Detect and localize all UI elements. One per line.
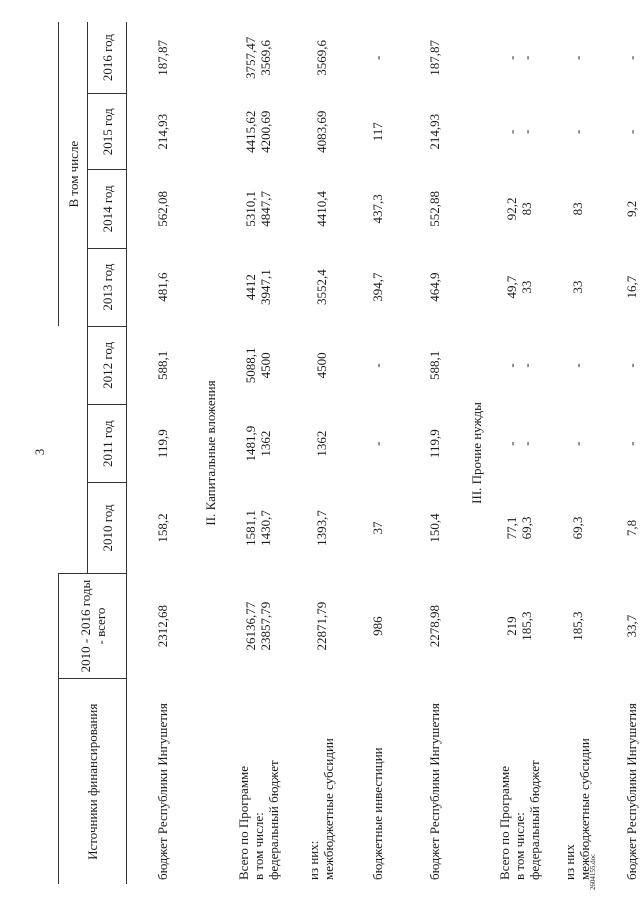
row-total: 22871,79: [313, 601, 329, 651]
value-line: 4500: [258, 352, 273, 379]
cell-2012: 4500: [313, 352, 329, 379]
cell-2010: [223, 483, 293, 573]
header-source: Источники финансирования: [59, 679, 127, 884]
cell-2011: [223, 405, 293, 483]
section-heading: [463, 22, 489, 884]
section-heading: [197, 22, 223, 884]
cell-2010: 7,8: [623, 519, 639, 537]
row-source: бюджет Республики Ингушетия: [623, 703, 639, 880]
source-line: федеральный бюджет: [265, 760, 281, 880]
cell-2014: 437,3: [369, 194, 385, 224]
source-line: Всего по Программе: [235, 765, 251, 880]
cell-2014: 562,08: [154, 191, 170, 227]
source-line: из них: [562, 844, 577, 880]
header-year-2015: 2015 год: [88, 94, 127, 170]
cell-2012: -: [369, 363, 385, 368]
value-line: -: [519, 441, 534, 446]
cell-2016: [223, 22, 293, 94]
value-line: 4847,7: [258, 191, 273, 227]
cell-2012: -: [623, 363, 639, 368]
value-line: 1430,7: [258, 510, 273, 546]
financing-table: [58, 22, 640, 884]
cell-2015: [223, 94, 293, 170]
header-row-1: [59, 22, 88, 884]
value-line: -: [504, 55, 519, 61]
section-title-capital: II. Капитальные вложения: [202, 380, 218, 526]
table-row: [293, 22, 349, 884]
cell-2016: -: [369, 55, 385, 61]
cell-2015: -: [569, 129, 585, 134]
cell-2014: [223, 170, 293, 248]
cell-2010: 69,3: [569, 516, 585, 540]
value-line: 3757,47: [243, 36, 258, 79]
cell-2012: -: [569, 363, 585, 368]
cell-2016: 3569,6: [313, 40, 329, 76]
cell-2014: 9,2: [623, 200, 639, 218]
page-number: 3: [32, 448, 47, 456]
cell-2016: [489, 22, 549, 94]
cell-2011: -: [623, 441, 639, 446]
value-line: -: [519, 55, 534, 61]
cell-2012: [223, 326, 293, 404]
row-total: 185,3: [569, 611, 585, 641]
value-line: 69,3: [519, 516, 534, 540]
row-total: [489, 573, 549, 679]
value-line: 3947,1: [258, 269, 273, 306]
value-line: 1581,1: [243, 510, 258, 546]
value-line: -: [504, 441, 519, 446]
table-row: [605, 22, 640, 884]
total-line: 219: [504, 616, 519, 636]
cell-2011: -: [369, 441, 385, 446]
value-line: 33: [519, 280, 534, 294]
row-source: [223, 679, 293, 884]
header-year-2010: 2010 год: [88, 483, 127, 573]
cell-2012: 588,1: [154, 350, 170, 381]
rotated-table-wrapper: [58, 22, 639, 884]
value-line: -: [519, 363, 534, 368]
source-line: в том числе:: [511, 812, 527, 880]
row-source: бюджет Республики Ингушетия: [426, 703, 442, 880]
table-row: [405, 22, 463, 884]
cell-2012: [489, 326, 549, 404]
row-total: 2312,68: [154, 604, 170, 648]
cell-2013: 464,9: [426, 272, 442, 302]
value-line: 5088,1: [243, 347, 258, 384]
cell-2011: 119,9: [426, 429, 442, 459]
cell-2010: [489, 483, 549, 573]
section-title-other: III. Прочие нужды: [468, 402, 484, 504]
value-line: 1362: [258, 430, 273, 457]
footer-filename: 2604155.doc: [589, 853, 597, 891]
cell-2015: 4083,69: [313, 110, 329, 153]
cell-2014: 552,88: [426, 191, 442, 227]
cell-2010: 1393,7: [313, 510, 329, 546]
table-row: [489, 22, 549, 884]
cell-2015: 214,93: [154, 113, 170, 150]
source-line: федеральный бюджет: [526, 760, 542, 880]
value-line: 49,7: [504, 275, 519, 299]
total-line: 23857,79: [258, 601, 273, 651]
cell-2010: 37: [369, 521, 385, 535]
source-line: межбюджетные субсидии: [321, 738, 336, 880]
cell-2015: -: [623, 129, 639, 134]
cell-2013: [489, 248, 549, 326]
value-line: 4200,69: [258, 110, 273, 153]
row-source: [293, 679, 349, 884]
table-row: [549, 22, 605, 884]
row-source: бюджет Республики Ингушетия: [154, 703, 170, 880]
cell-2016: 187,87: [426, 40, 442, 76]
value-line: 83: [519, 202, 534, 216]
cell-2010: 158,2: [154, 513, 170, 543]
cell-2016: -: [623, 55, 639, 61]
value-line: -: [504, 129, 519, 134]
cell-2012: 588,1: [426, 350, 442, 381]
table-row: [349, 22, 405, 884]
value-line: 1481,9: [243, 425, 258, 462]
header-subgroup: В том числе: [59, 22, 88, 326]
header-year-2011: 2011 год: [88, 405, 127, 483]
cell-2016: -: [569, 55, 585, 61]
cell-2011: 119,9: [154, 429, 170, 459]
value-line: 4415,62: [243, 110, 258, 153]
value-line: -: [519, 129, 534, 134]
cell-2011: 1362: [313, 430, 329, 457]
cell-2015: 117: [369, 122, 385, 142]
table-row: [127, 22, 198, 884]
cell-2013: 33: [569, 280, 585, 294]
cell-2013: 16,7: [623, 275, 639, 299]
value-line: 77,1: [504, 516, 519, 540]
header-year-2016: 2016 год: [88, 22, 127, 94]
value-line: 4412: [243, 274, 258, 301]
total-line: 26136,77: [243, 601, 258, 651]
source-line: из них:: [306, 840, 321, 880]
source-line: в том числе:: [250, 812, 266, 880]
value-line: 92,2: [504, 197, 519, 221]
value-line: 3569,6: [258, 40, 273, 76]
cell-2014: 4410,4: [313, 191, 329, 227]
cell-2014: [489, 170, 549, 248]
source-line: Всего по Программе: [496, 765, 512, 880]
header-total: 2010 - 2016 годы - всего: [59, 573, 127, 679]
cell-2015: [489, 94, 549, 170]
cell-2014: 83: [569, 202, 585, 216]
cell-2013: 3552,4: [313, 269, 329, 306]
value-line: 5310,1: [243, 191, 258, 227]
row-total: 2278,98: [426, 604, 442, 648]
cell-2015: 214,93: [426, 113, 442, 150]
header-year-2014: 2014 год: [88, 170, 127, 248]
row-total: [223, 573, 293, 679]
cell-2011: [489, 405, 549, 483]
source-line: межбюджетные субсидии: [577, 738, 592, 880]
cell-2016: 187,87: [154, 40, 170, 76]
row-source: [489, 679, 549, 884]
row-source: бюджетные инвестиции: [369, 747, 385, 880]
value-line: -: [504, 363, 519, 368]
cell-2011: -: [569, 441, 585, 446]
cell-2013: [223, 248, 293, 326]
total-line: 185,3: [519, 611, 534, 641]
row-total: 33,7: [623, 614, 639, 638]
header-spacer: [59, 326, 88, 573]
cell-2010: 150,4: [426, 513, 442, 543]
cell-2013: 481,6: [154, 272, 170, 302]
row-total: 986: [369, 616, 385, 636]
header-year-2013: 2013 год: [88, 248, 127, 326]
header-year-2012: 2012 год: [88, 326, 127, 404]
cell-2013: 394,7: [369, 272, 385, 302]
table-row: [223, 22, 293, 884]
